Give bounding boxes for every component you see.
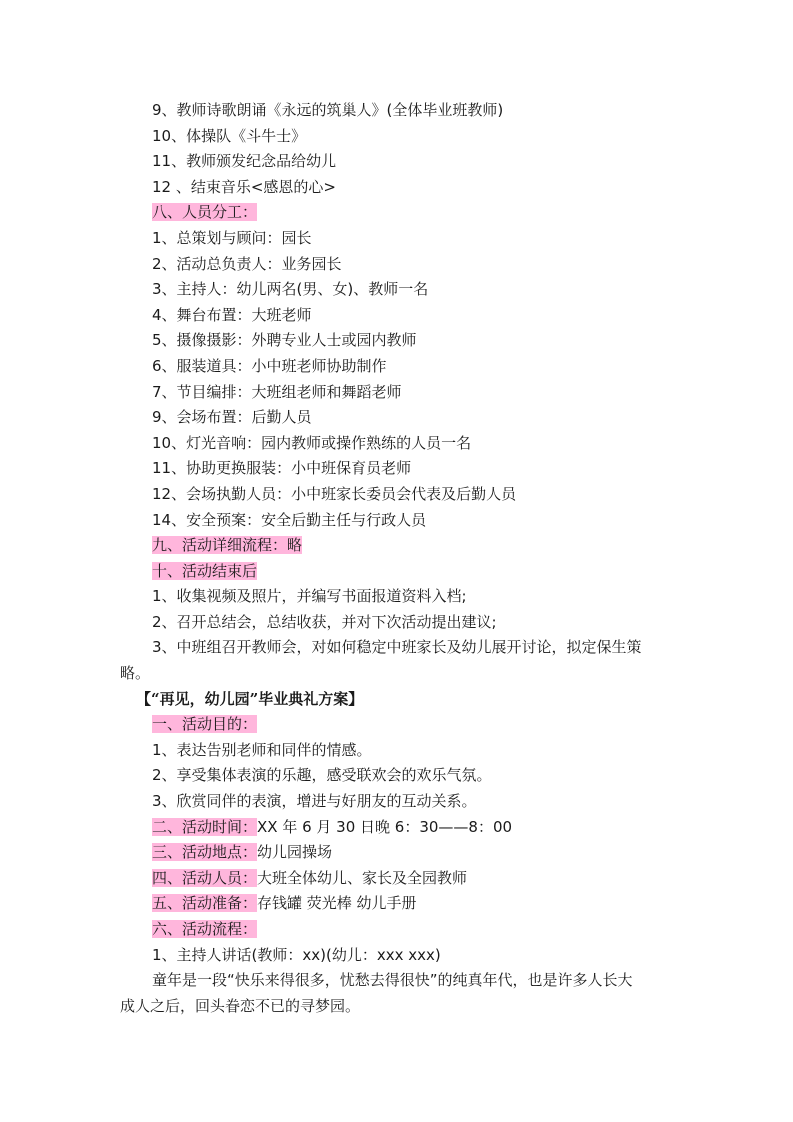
list-item: 9、教师诗歌朗诵《永远的筑巢人》(全体毕业班教师) [152, 101, 504, 119]
list-item: 12 、结束音乐<感恩的心> [152, 177, 336, 196]
list-item: 2、享受集体表演的乐趣，感受联欢会的欢乐气氛。 [152, 766, 492, 785]
list-item: 6、服装道具：小中班老师协助制作 [152, 356, 387, 375]
highlighted-heading-label: 一、活动目的： [152, 715, 258, 734]
highlighted-heading-label: 十、活动结束后 [152, 561, 258, 580]
list-item: 14、安全预案：安全后勤主任与行政人员 [152, 510, 427, 529]
heading-value: 大班全体幼儿、家长及全园教师 [257, 868, 468, 887]
highlighted-heading-label: 六、活动流程： [152, 920, 258, 938]
section-heading [0, 840, 793, 866]
list-item: 12、会场执勤人员：小中班家长委员会代表及后勤人员 [152, 484, 517, 503]
list-item: 10、灯光音响：园内教师或操作熟练的人员一名 [152, 433, 472, 452]
heading-value: XX 年 6 月 30 日晚 6：30——8：00 [257, 817, 513, 836]
document-page [0, 98, 793, 1019]
section-heading [0, 559, 793, 585]
list-item: 5、摄像摄影：外聘专业人士或园内教师 [152, 331, 417, 350]
section-heading [0, 891, 793, 917]
list-item: 3、中班组召开教师会，对如何稳定中班家长及幼儿展开讨论，拟定保生策 [152, 638, 642, 657]
highlighted-heading-label: 四、活动人员： [152, 868, 258, 887]
section-heading [0, 533, 793, 559]
list-item: 4、舞台布置：大班老师 [152, 305, 312, 324]
section-heading [0, 200, 793, 226]
list-item: 10、体操队《斗牛士》 [152, 126, 307, 145]
list-item: 1、表达告别老师和同伴的情感。 [152, 740, 372, 759]
list-item: 2、活动总负责人：业务园长 [152, 254, 342, 273]
list-item: 1、收集视频及照片，并编写书面报道资料入档; [152, 587, 467, 606]
highlighted-heading-label: 五、活动准备： [152, 894, 258, 913]
list-item: 11、协助更换服装：小中班保育员老师 [152, 459, 412, 478]
highlighted-heading-label: 三、活动地点： [152, 843, 258, 862]
highlighted-heading-label: 八、人员分工： [152, 203, 258, 222]
list-item: 11、教师颁发纪念品给幼儿 [152, 152, 337, 171]
list-item: 2、召开总结会，总结收获，并对下次活动提出建议; [152, 612, 497, 631]
list-item: 3、主持人：幼儿两名(男、女)、教师一名 [152, 280, 429, 299]
heading-value: 幼儿园操场 [257, 843, 333, 862]
list-item: 7、节目编排：大班组老师和舞蹈老师 [152, 382, 402, 401]
highlighted-heading-label: 九、活动详细流程：略 [152, 536, 303, 555]
heading-value: 存钱罐 荧光棒 幼儿手册 [257, 894, 417, 913]
document-title: 【“再见，幼儿园”毕业典礼方案】 [136, 689, 364, 708]
section-heading [0, 866, 793, 892]
highlighted-heading-label: 二、活动时间： [152, 817, 258, 836]
list-item: 1、主持人讲话(教师：xx)(幼儿：xxx xxx) [152, 945, 441, 964]
list-item: 3、欣赏同伴的表演，增进与好朋友的互动关系。 [152, 792, 477, 811]
list-item: 童年是一段“快乐来得很多，忧愁去得很快”的纯真年代，也是许多人长大 [152, 971, 633, 990]
list-item: 9、会场布置：后勤人员 [152, 408, 312, 427]
paragraph-continuation: 成人之后，回头眷恋不已的寻梦园。 [120, 996, 361, 1015]
paragraph-continuation: 略。 [120, 664, 151, 683]
section-heading [0, 815, 793, 841]
section-heading [0, 712, 793, 738]
section-heading [0, 917, 793, 943]
list-item: 1、总策划与顾问：园长 [152, 228, 312, 247]
